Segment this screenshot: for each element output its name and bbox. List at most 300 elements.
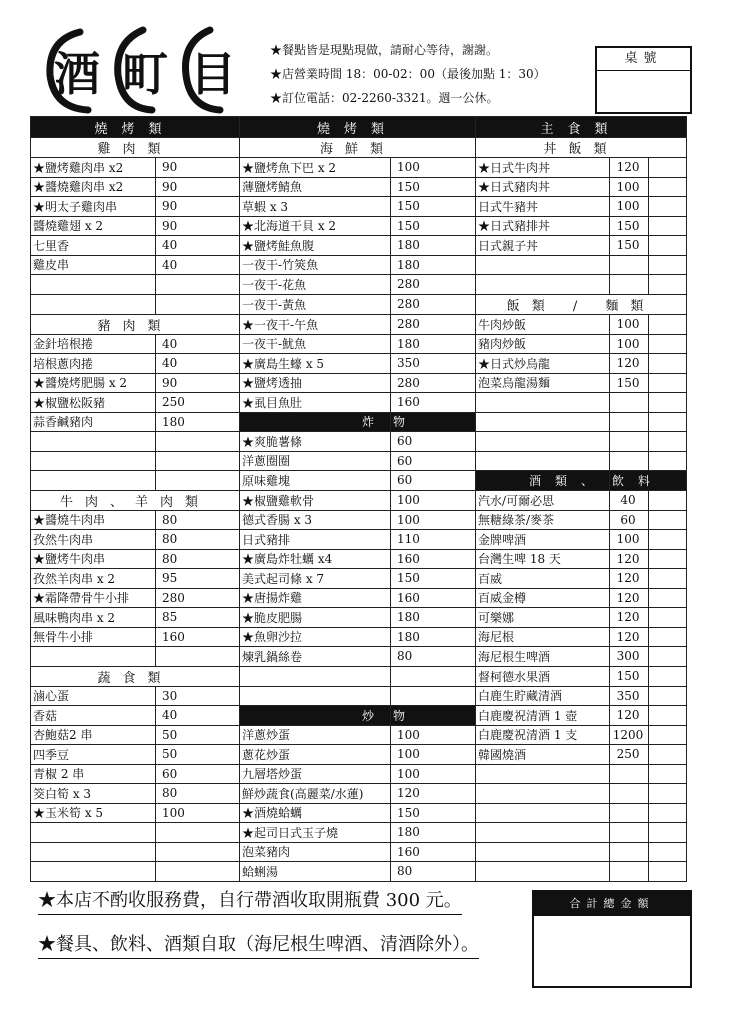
- store-notes: [270, 38, 546, 110]
- item-price: 95: [156, 569, 240, 589]
- item-name: 原味雞塊: [240, 471, 391, 491]
- item-name: 蒜香鹹豬肉: [31, 412, 156, 432]
- item-name: ★醬燒烤肥腸 x 2: [31, 373, 156, 393]
- menu-row: [31, 471, 687, 491]
- quantity-cell: [649, 373, 687, 393]
- item-price: 120: [610, 549, 649, 569]
- menu-row: [31, 706, 687, 726]
- item-price: 100: [610, 530, 649, 550]
- menu-row: [31, 647, 687, 667]
- item-price: 150: [610, 373, 649, 393]
- item-name: ★日式牛肉丼: [476, 158, 610, 178]
- item-name: [31, 842, 156, 862]
- note-line: ★店營業時間 18：00-02：00（最後加點 1：30）: [270, 67, 546, 81]
- item-price: 150: [610, 236, 649, 256]
- item-name: 杏鮑菇2 串: [31, 725, 156, 745]
- item-price: 120: [610, 588, 649, 608]
- item-name: [240, 666, 391, 686]
- quantity-cell: [649, 823, 687, 843]
- item-price: 90: [156, 216, 240, 236]
- item-price: 60: [610, 510, 649, 530]
- item-price: [156, 432, 240, 452]
- item-price: [391, 666, 476, 686]
- item-price: 120: [610, 569, 649, 589]
- item-name: 日式牛豬丼: [476, 197, 610, 217]
- quantity-cell: [649, 432, 687, 452]
- item-name: 汽水/可爾必思: [476, 490, 610, 510]
- menu-row: [31, 197, 687, 217]
- item-name: 泡菜烏龍湯麵: [476, 373, 610, 393]
- item-name: [240, 686, 391, 706]
- item-name: [31, 471, 156, 491]
- item-price: [156, 471, 240, 491]
- item-price: 1200: [610, 725, 649, 745]
- footer-service-note: ★本店不酌收服務費，自行帶酒收取開瓶費 300 元。: [38, 886, 462, 915]
- menu-row: [31, 569, 687, 589]
- item-name: ★爽脆薯條: [240, 432, 391, 452]
- item-price: [610, 451, 649, 471]
- item-name: [476, 451, 610, 471]
- quantity-cell: [649, 706, 687, 726]
- quantity-cell: [649, 216, 687, 236]
- menu-row: [31, 764, 687, 784]
- item-price: [156, 275, 240, 295]
- menu-row: [31, 803, 687, 823]
- quantity-cell: [649, 764, 687, 784]
- item-price: 120: [610, 354, 649, 374]
- item-name: ★鹽烤牛肉串: [31, 549, 156, 569]
- item-name: 無糖綠茶/麥茶: [476, 510, 610, 530]
- quantity-cell: [649, 627, 687, 647]
- item-name: 可樂娜: [476, 608, 610, 628]
- item-price: [610, 393, 649, 413]
- item-name: 香菇: [31, 706, 156, 726]
- item-price: [156, 451, 240, 471]
- item-name: ★唐揚炸雞: [240, 588, 391, 608]
- item-name: 一夜干-黃魚: [240, 294, 391, 314]
- category-label: 牛肉、羊肉類: [31, 490, 240, 510]
- item-price: 100: [391, 510, 476, 530]
- menu-row: [31, 255, 687, 275]
- item-name: [476, 393, 610, 413]
- menu-row: [31, 549, 687, 569]
- item-price: 160: [391, 549, 476, 569]
- item-name: 草蝦 x 3: [240, 197, 391, 217]
- table-number-label: 桌號: [597, 48, 690, 71]
- item-price: 180: [391, 608, 476, 628]
- menu-row: [31, 177, 687, 197]
- logo-char-3: 目: [190, 47, 236, 101]
- item-price: [610, 784, 649, 804]
- quantity-cell: [649, 275, 687, 295]
- item-name: 美式起司條 x 7: [240, 569, 391, 589]
- item-price: 100: [391, 725, 476, 745]
- category-label: 飯類 / 麵類: [476, 294, 687, 314]
- item-name: ★醬燒牛肉串: [31, 510, 156, 530]
- item-name: ★日式炒烏龍: [476, 354, 610, 374]
- quantity-cell: [649, 334, 687, 354]
- item-name: 海尼根生啤酒: [476, 647, 610, 667]
- menu-row: [31, 608, 687, 628]
- quantity-cell: [649, 647, 687, 667]
- item-name: ★玉米筍 x 5: [31, 803, 156, 823]
- item-name: 培根蔥肉捲: [31, 354, 156, 374]
- item-price: 180: [391, 236, 476, 256]
- section-header: 燒烤類: [240, 117, 476, 138]
- item-price: 85: [156, 608, 240, 628]
- item-price: 40: [156, 236, 240, 256]
- quantity-cell: [649, 510, 687, 530]
- category-bar-left: 炸: [240, 412, 391, 432]
- item-name: ★起司日式玉子燒: [240, 823, 391, 843]
- item-name: ★椒鹽雞軟骨: [240, 490, 391, 510]
- item-name: [31, 294, 156, 314]
- menu-row: [31, 842, 687, 862]
- item-price: 180: [391, 823, 476, 843]
- menu-row: [31, 784, 687, 804]
- menu-table: [30, 116, 687, 882]
- item-name: 孜然羊肉串 x 2: [31, 569, 156, 589]
- menu-row: [31, 158, 687, 178]
- quantity-cell: [649, 803, 687, 823]
- item-price: [610, 764, 649, 784]
- item-name: ★日式豬排丼: [476, 216, 610, 236]
- item-price: 80: [391, 862, 476, 882]
- quantity-cell: [649, 255, 687, 275]
- item-price: 40: [156, 706, 240, 726]
- category-label: 丼飯類: [476, 138, 687, 158]
- item-price: 90: [156, 158, 240, 178]
- menu-row: [31, 432, 687, 452]
- logo-char-1: 酒: [54, 47, 100, 101]
- item-price: 280: [391, 294, 476, 314]
- category-bar-right: 物: [391, 706, 476, 726]
- item-price: 350: [391, 354, 476, 374]
- quantity-cell: [649, 666, 687, 686]
- item-name: 無骨牛小排: [31, 627, 156, 647]
- item-name: ★脆皮肥腸: [240, 608, 391, 628]
- item-name: 日式豬排: [240, 530, 391, 550]
- menu-row: [31, 294, 687, 314]
- item-name: ★虱目魚肚: [240, 393, 391, 413]
- note-line: ★餐點皆是現點現做，請耐心等待，謝謝。: [270, 43, 499, 57]
- item-name: 百威金樽: [476, 588, 610, 608]
- item-price: 180: [391, 627, 476, 647]
- item-name: 醬燒雞翅 x 2: [31, 216, 156, 236]
- item-name: 金牌啤酒: [476, 530, 610, 550]
- item-price: [610, 803, 649, 823]
- item-price: 280: [391, 373, 476, 393]
- item-price: 280: [391, 275, 476, 295]
- item-price: 50: [156, 725, 240, 745]
- item-name: 蔥花炒蛋: [240, 745, 391, 765]
- item-price: 80: [156, 510, 240, 530]
- item-price: 80: [156, 549, 240, 569]
- quantity-cell: [649, 236, 687, 256]
- item-name: [476, 862, 610, 882]
- item-name: [476, 823, 610, 843]
- quantity-cell: [649, 686, 687, 706]
- item-price: 60: [391, 432, 476, 452]
- item-price: 150: [391, 197, 476, 217]
- menu-row: [31, 393, 687, 413]
- item-name: ★日式豬肉丼: [476, 177, 610, 197]
- item-price: 60: [391, 471, 476, 491]
- menu-row: [31, 862, 687, 882]
- item-price: 60: [156, 764, 240, 784]
- item-price: 40: [610, 490, 649, 510]
- quantity-cell: [649, 725, 687, 745]
- menu-row: [31, 216, 687, 236]
- menu-row: [31, 666, 687, 686]
- item-price: 100: [391, 158, 476, 178]
- item-name: [31, 862, 156, 882]
- item-price: 150: [391, 569, 476, 589]
- quantity-cell: [649, 354, 687, 374]
- item-price: 80: [391, 647, 476, 667]
- item-name: [31, 275, 156, 295]
- item-price: [156, 842, 240, 862]
- quantity-cell: [649, 177, 687, 197]
- item-name: [31, 823, 156, 843]
- item-price: 180: [391, 334, 476, 354]
- category-bar-right: 飲料: [610, 471, 687, 491]
- item-name: 雞皮串: [31, 255, 156, 275]
- table-number-box: [595, 46, 692, 114]
- category-bar-left: 炒: [240, 706, 391, 726]
- quantity-cell: [649, 412, 687, 432]
- item-price: [610, 432, 649, 452]
- item-name: 四季豆: [31, 745, 156, 765]
- item-name: 蛤蜊湯: [240, 862, 391, 882]
- item-price: [391, 686, 476, 706]
- item-price: 30: [156, 686, 240, 706]
- item-price: [610, 862, 649, 882]
- item-price: 160: [391, 588, 476, 608]
- item-name: 督柯德水果酒: [476, 666, 610, 686]
- item-name: [476, 275, 610, 295]
- menu-row: [31, 745, 687, 765]
- quantity-cell: [649, 197, 687, 217]
- item-name: [476, 803, 610, 823]
- category-bar-right: 物: [391, 412, 476, 432]
- item-price: 120: [610, 158, 649, 178]
- item-name: [31, 432, 156, 452]
- item-name: 筊白筍 x 3: [31, 784, 156, 804]
- item-price: [156, 647, 240, 667]
- item-price: 60: [391, 451, 476, 471]
- menu-row: [31, 412, 687, 432]
- logo-graphic: [40, 20, 265, 120]
- menu-row: [31, 334, 687, 354]
- menu-row: [31, 823, 687, 843]
- item-name: 孜然牛肉串: [31, 530, 156, 550]
- item-name: [476, 432, 610, 452]
- item-price: 100: [391, 764, 476, 784]
- item-name: 韓國燒酒: [476, 745, 610, 765]
- item-name: [476, 784, 610, 804]
- menu-row: [31, 138, 687, 158]
- quantity-cell: [649, 569, 687, 589]
- item-price: 100: [156, 803, 240, 823]
- item-name: ★北海道干貝 x 2: [240, 216, 391, 236]
- category-bar-left: 酒類、: [476, 471, 610, 491]
- item-name: 一夜干-竹筴魚: [240, 255, 391, 275]
- item-price: [610, 823, 649, 843]
- item-price: 250: [610, 745, 649, 765]
- item-name: ★廣島炸牡蠣 x4: [240, 549, 391, 569]
- item-name: 豬肉炒飯: [476, 334, 610, 354]
- total-amount-box: [532, 890, 692, 988]
- quantity-cell: [649, 784, 687, 804]
- item-price: 280: [391, 314, 476, 334]
- item-name: [476, 412, 610, 432]
- item-name: 海尼根: [476, 627, 610, 647]
- menu-row: [31, 530, 687, 550]
- item-price: 110: [391, 530, 476, 550]
- item-price: 280: [156, 588, 240, 608]
- item-price: [610, 275, 649, 295]
- logo: [40, 20, 265, 120]
- item-price: 150: [391, 177, 476, 197]
- item-name: 牛肉炒飯: [476, 314, 610, 334]
- menu-row: [31, 314, 687, 334]
- item-name: ★鹽烤雞肉串 x2: [31, 158, 156, 178]
- item-name: ★魚卵沙拉: [240, 627, 391, 647]
- quantity-cell: [649, 549, 687, 569]
- item-name: 青椒 2 串: [31, 764, 156, 784]
- quantity-cell: [649, 842, 687, 862]
- quantity-cell: [649, 745, 687, 765]
- item-price: 40: [156, 334, 240, 354]
- item-price: 150: [391, 803, 476, 823]
- item-price: 100: [610, 334, 649, 354]
- item-name: 一夜干-魷魚: [240, 334, 391, 354]
- item-price: 100: [610, 197, 649, 217]
- menu-row: [31, 373, 687, 393]
- menu-section-headers: [31, 117, 687, 138]
- item-name: [31, 451, 156, 471]
- item-price: 80: [156, 784, 240, 804]
- item-name: 七里香: [31, 236, 156, 256]
- item-name: 鮮炒蔬食(高麗菜/水蓮): [240, 784, 391, 804]
- item-name: 百威: [476, 569, 610, 589]
- item-name: ★廣島生蠔 x 5: [240, 354, 391, 374]
- item-name: 金針培根捲: [31, 334, 156, 354]
- item-price: 350: [610, 686, 649, 706]
- item-price: 250: [156, 393, 240, 413]
- item-price: [156, 823, 240, 843]
- item-price: 100: [391, 490, 476, 510]
- item-price: 100: [610, 314, 649, 334]
- quantity-cell: [649, 608, 687, 628]
- item-name: ★酒燒蛤蠣: [240, 803, 391, 823]
- menu-row: [31, 725, 687, 745]
- item-name: 德式香腸 x 3: [240, 510, 391, 530]
- item-name: [31, 647, 156, 667]
- item-price: 100: [610, 177, 649, 197]
- menu-row: [31, 588, 687, 608]
- item-name: 洋蔥圈圈: [240, 451, 391, 471]
- item-price: 90: [156, 197, 240, 217]
- item-name: 泡菜豬肉: [240, 842, 391, 862]
- item-name: 煉乳鍋絲卷: [240, 647, 391, 667]
- category-label: 海鮮類: [240, 138, 476, 158]
- item-price: [156, 294, 240, 314]
- quantity-cell: [649, 588, 687, 608]
- item-price: 90: [156, 177, 240, 197]
- category-label: 蔬食類: [31, 666, 240, 686]
- category-label: 雞肉類: [31, 138, 240, 158]
- logo-char-2: 町: [122, 47, 168, 101]
- item-price: 90: [156, 373, 240, 393]
- item-price: 40: [156, 255, 240, 275]
- item-price: 160: [391, 393, 476, 413]
- item-price: 100: [391, 745, 476, 765]
- item-price: 120: [391, 784, 476, 804]
- item-name: ★一夜干-午魚: [240, 314, 391, 334]
- item-price: 300: [610, 647, 649, 667]
- quantity-cell: [649, 451, 687, 471]
- section-header: 主食類: [476, 117, 687, 138]
- quantity-cell: [649, 393, 687, 413]
- item-price: [610, 842, 649, 862]
- menu-row: [31, 490, 687, 510]
- item-price: 40: [156, 354, 240, 374]
- menu-row: [31, 510, 687, 530]
- item-name: ★椒鹽松阪豬: [31, 393, 156, 413]
- item-price: [610, 412, 649, 432]
- item-price: 150: [610, 216, 649, 236]
- item-price: [610, 255, 649, 275]
- item-name: [476, 842, 610, 862]
- quantity-cell: [649, 158, 687, 178]
- item-name: 白鹿生貯藏清酒: [476, 686, 610, 706]
- menu-row: [31, 236, 687, 256]
- item-price: 80: [156, 530, 240, 550]
- item-price: 180: [391, 255, 476, 275]
- item-name: ★明太子雞肉串: [31, 197, 156, 217]
- item-price: 150: [391, 216, 476, 236]
- menu-row: [31, 275, 687, 295]
- item-price: 120: [610, 706, 649, 726]
- item-price: 150: [610, 666, 649, 686]
- footer-self-service-note: ★餐具、飲料、酒類自取（海尼根生啤酒、清酒除外）。: [38, 930, 479, 959]
- item-name: 薄鹽烤鯖魚: [240, 177, 391, 197]
- item-name: ★霜降帶骨牛小排: [31, 588, 156, 608]
- category-label: 豬肉類: [31, 314, 240, 334]
- item-name: 九層塔炒蛋: [240, 764, 391, 784]
- item-price: 160: [391, 842, 476, 862]
- item-name: ★鹽烤透抽: [240, 373, 391, 393]
- item-name: ★鹽烤鮭魚腹: [240, 236, 391, 256]
- menu-row: [31, 354, 687, 374]
- note-line: ★訂位電話：02-2260-3321。週一公休。: [270, 91, 499, 105]
- menu-row: [31, 686, 687, 706]
- total-amount-label: 合計總金額: [534, 892, 690, 916]
- quantity-cell: [649, 314, 687, 334]
- item-name: 一夜干-花魚: [240, 275, 391, 295]
- item-name: 台灣生啤 18 天: [476, 549, 610, 569]
- item-name: [476, 255, 610, 275]
- item-name: ★醬燒雞肉串 x2: [31, 177, 156, 197]
- item-price: 160: [156, 627, 240, 647]
- quantity-cell: [649, 490, 687, 510]
- menu-row: [31, 451, 687, 471]
- quantity-cell: [649, 862, 687, 882]
- item-name: 風味鴨肉串 x 2: [31, 608, 156, 628]
- menu-row: [31, 627, 687, 647]
